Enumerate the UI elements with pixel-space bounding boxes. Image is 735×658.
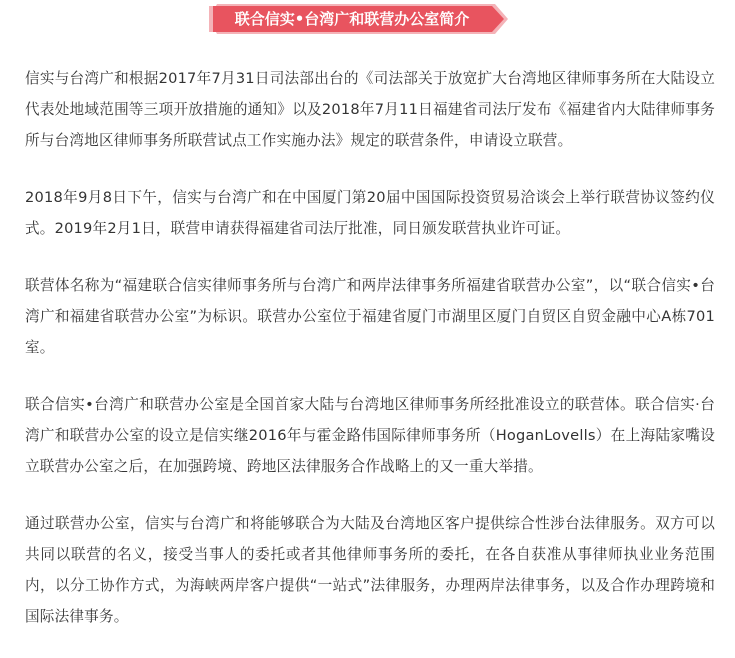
paragraph-3: 联营体名称为“福建联合信实律师事务所与台湾广和两岸法律事务所福建省联营办公室”，以“联合信实•台湾广和福建省联营办公室”为标识。联营办公室位于福建省厦门市湖里区厦门自贸区自贸金融中心A栋701室。 bbox=[25, 277, 715, 356]
paragraph-2: 2018年9月8日下午，信实与台湾广和在中国厦门第20届中国国际投资贸易洽谈会上举行联营协议签约仪式。2019年2月1日，联营申请获得福建省司法厅批准，同日颁发联营执业许可证。 bbox=[25, 189, 715, 237]
paragraph-1: 信实与台湾广和根据2017年7月31日司法部出台的《司法部关于放宽扩大台湾地区律师事务所在大陆设立代表处地域范围等三项开放措施的通知》以及2018年7月11日福建省司法厅发布《福建省内大陆律师事务所与台湾地区律师事务所联营试点工作实施办法》规定的联营条件，申请设立联营。 bbox=[25, 70, 715, 149]
paragraph-5: 通过联营办公室，信实与台湾广和将能够联合为大陆及台湾地区客户提供综合性涉台法律服务。双方可以共同以联营的名义，接受当事人的委托或者其他律师事务所的委托，在各自获准从事律师执业业务范围内，以分工协作方式，为海峡两岸客户提供“一站式”法律服务，办理两岸法律事务，以及合作办理跨境和国际法律事务。 bbox=[25, 515, 715, 625]
title-banner bbox=[209, 4, 509, 34]
header-banner bbox=[0, 4, 735, 34]
page-title: 联合信实•台湾广和联营办公室简介 bbox=[234, 10, 470, 28]
intro-content bbox=[25, 63, 715, 658]
paragraph-4: 联合信实•台湾广和联营办公室是全国首家大陆与台湾地区律师事务所经批准设立的联营体。联合信实·台湾广和联营办公室的设立是信实继2016年与霍金路伟国际律师事务所（HoganLovells）在上海陆家嘴设立联营办公室之后，在加强跨境、跨地区法律服务合作战略上的又一重大举措。 bbox=[25, 396, 715, 475]
